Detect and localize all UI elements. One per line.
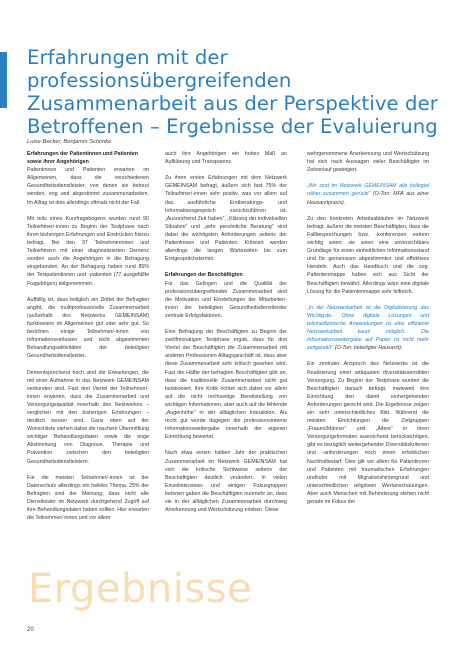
quote-block (307, 182, 429, 206)
paragraph: Zu den konkreten Arbeitsabläufen im Netzwerk befragt, äußern die meisten Beschäftigten, dass die Fallbesprechungen bzw. -konferenzen extrem wichtig seien; sie seien eine unverzichtbare Grundlage für einen einheitlichen Informationsstand und für gemeinsam abgestimmtes und effektives Handeln. Auch das Handbuch und die sog. Patientenmappe haben sich aus Sicht der Beschäftigten bewährt. Allerdings wäre eine digitale Lösung für die Patientenmappe sehr hilfreich. (307, 215, 429, 295)
paragraph: Dementsprechend hoch sind die Erwartungen, die mit einer Aufnahme in das Netzwerk GEMEINSAM verbunden sind. Fast drei Viertel der Teilnehmer/-innen erwarten, dass die Zusammenarbeit und Versorgungsqualität innerhalb des Netzwerkes – verglichen mit den bisherigen Erfahrungen – deutlich besser sind. Ganz oben auf der Wunschliste stehen dabei die raschere Übermittlung wichtiger Behandlungsdaten sowie die enge Abstimmung von Diagnose, Therapie und Prävention zwischen den beteiligten Gesundheitsdienstleistern. (27, 369, 149, 465)
quote-block (307, 304, 429, 353)
paragraph: Patientinnen und Patienten erwarten im Allgemeinen, dass die verschiedenen Gesundheitsdienstleister, von denen sie betreut werden, eng und abgestimmt zusammenarbeiten. Im Alltag ist dies allerdings oftmals nicht der Fall. (27, 167, 149, 206)
paragraph: Auffällig ist, dass lediglich ein Drittel der Befragten angibt, die multiprofessionelle Zusammenarbeit (außerhalb des Netzwerks GEMEINSAM) funktioniere im Allgemeinen gut oder sehr gut. So berichten einige Teilnehmer/-innen von Informationsverlusten und nicht abgestimmten Behandlungsaktivitäten der beteiligten Gesundheitsdienstleister. (27, 296, 149, 360)
quote-text: „Wir sind im Netzwerk GEMEINSAM alle kollegial näher zusammen gerückt“ (307, 183, 429, 198)
column-3 (307, 150, 429, 514)
paragraph: Ein zentraler Anspruch des Netzwerks ist die Realisierung einer adäquaten diversitätssensiblen Versorgung. Zu Beginn der Testphase wurden die Beschäftigten danach befragt, inwieweit ihre Einrichtung den damit einhergehenden Anforderungen gerecht wird. Die Ergebnisse zeigen ein sehr unterschiedliches Bild. Während die meisten Einrichtungen die Zielgruppen „Frauen/Männer“ und „Ältere“ in ihren Versorgungsformaten ausreichend berücksichtigen, gibt es bezüglich weitergehender Diversitätskriterien und -anforderungen noch einen erheblichen Nachholbedarf. Dies gilt vor allem für Patientinnen und Patienten mit traumatischen Erfahrungen und/oder mit Migrationshintergrund und unterschiedlichen religiösen Wertanschauungen. Aber auch Menschen mit Behinderung stehen nicht gerade im Fokus der (307, 361, 429, 506)
paragraph: Zu ihren ersten Erfahrungen mit dem Netzwerk GEMEINSAM befragt, äußern sich fast 75% der Teilnehmer/-innen sehr positiv, was vor allem auf das ausführliche Erstberatungs- und Informationsgespräch zurückzuführen ist. „Ausreichend Zeit haben“, „Klärung der individuellen Situation“ und „sehr persönliche Beratung“ sind dabei die wichtigsten Anforderungen seitens der Patientinnen und Patienten. Kritisiert werden allerdings die langen Wartezeiten bis zum Erstgesprächstermin. (165, 175, 287, 263)
accent-bar (0, 52, 7, 108)
paragraph: Für das Gelingen und die Qualität der professionsübergreifenden Zusammenarbeit sind die Motivation und Einstellungen der Mitarbeiter/-innen der beteiligten Gesundheitsdienstleister zentrale Erfolgsfaktoren. (165, 280, 287, 319)
column-2 (165, 150, 287, 522)
paragraph: wahrgenommene Anerkennung und Wertschätzung hat sich nach Aussagen vieler Beschäftigter im Zeitverlauf gesteigert. (307, 151, 429, 174)
quote-source: (O-Ton: beteiligter Hausarzt). (334, 345, 403, 352)
paragraph: Für die meisten Teilnehmer/-innen ist der Datenschutz allerdings ein heikles Thema. 25% der Befragten sind der Meinung, dass nicht alle Dienstleister im Netzwerk durchgehend Zugriff auf ihre Behandlungsdaten haben sollten. Hier erwarten die Teilnehmer/-innen und vor allem (27, 474, 149, 522)
section-heading-staff: Erfahrungen der Beschäftigten (165, 272, 243, 279)
column-1 (27, 150, 149, 530)
quote-source: (O-Ton: MFA aus einer Hausarztpraxis). (307, 191, 429, 206)
paragraph: Mit teils eines Kurzfragebogens wurden rund 90 Teilnehmer/-innen zu Beginn der Testphase nach ihren bisherigen Erfahrungen und Eindrücken hierzu befragt. Bei den 37 Teilnehmerinnen und Teilnehmern mit einer diagnostizierten Demenz wurden auch die Angehörigen in die Befragung eingebunden. An der Befragung haben rund 85% der Testpatientinnen und -patienten (77 ausgefüllte Fragebögen) teilgenommen. (27, 215, 149, 287)
paragraph: Eine Befragung der Beschäftigten zu Beginn der zwölfmonatigen Testphase ergab, dass für drei Viertel der Beschäftigten die Zusammenarbeit mit anderen Professionen Alltagsgeschäft ist, dass aber diese Zusammenarbeit sehr kritisch gesehen wird. Fast die Hälfte der befragten Beschäftigten gibt an, dass die traditionelle Zusammenarbeit nicht gut funktioniert. Ihre Kritik richtet sich dabei vor allem auf die nicht rechtzeitige Bereitstellung von wichtigen Informationen, aber auch auf die fehlende „Augenhöhe“ in der alltäglichen Interaktion. Als recht gut wurde dagegen die professionsinterne Informationsweitergabe innerhalb der eigenen Einrichtung bewertet. (165, 329, 287, 441)
section-heading-patients: Erfahrungen der Patientinnen und Patienten sowie ihrer Angehörigen (27, 151, 138, 166)
page-title: Erfahrungen mit der professionsübergreifenden Zusammenarbeit aus der Perspektive der Betroffenen – Ergebnisse der Evaluierung (27, 46, 438, 138)
section-watermark: Ergebnisse (28, 566, 253, 612)
page-number: 20 (27, 627, 34, 633)
authors: Luise Becker, Benjamin Schimke (27, 139, 112, 145)
paragraph: auch ihre Angehörigen ein hohes Maß an Aufklärung und Transparenz. (165, 151, 287, 166)
quote-text: „In der Netzwerkarbeit ist die Digitalisierung das Wichtigste. Ohne digitale Lösungen und telemedizinische Anwendungen ist eine effiziente Netzwerkarbeit kaum möglich. Die Informationsweitergabe auf Papier ist nicht mehr zeitgemäß“ (307, 304, 429, 352)
paragraph: Nach etwa einem halben Jahr der praktischen Zusammenarbeit im Netzwerk GEMEINSAM hat sich die kritische Sichtweise seitens der Beschäftigten deutlich verändert. In vielen Einzelinterviews und einigen Fokusgruppen betonen gaben die Beschäftigten nunmehr an, dass sie in der alltäglichen Zusammenarbeit durchweg Anerkennung und Wertschätzung erleben. Diese (165, 450, 287, 514)
